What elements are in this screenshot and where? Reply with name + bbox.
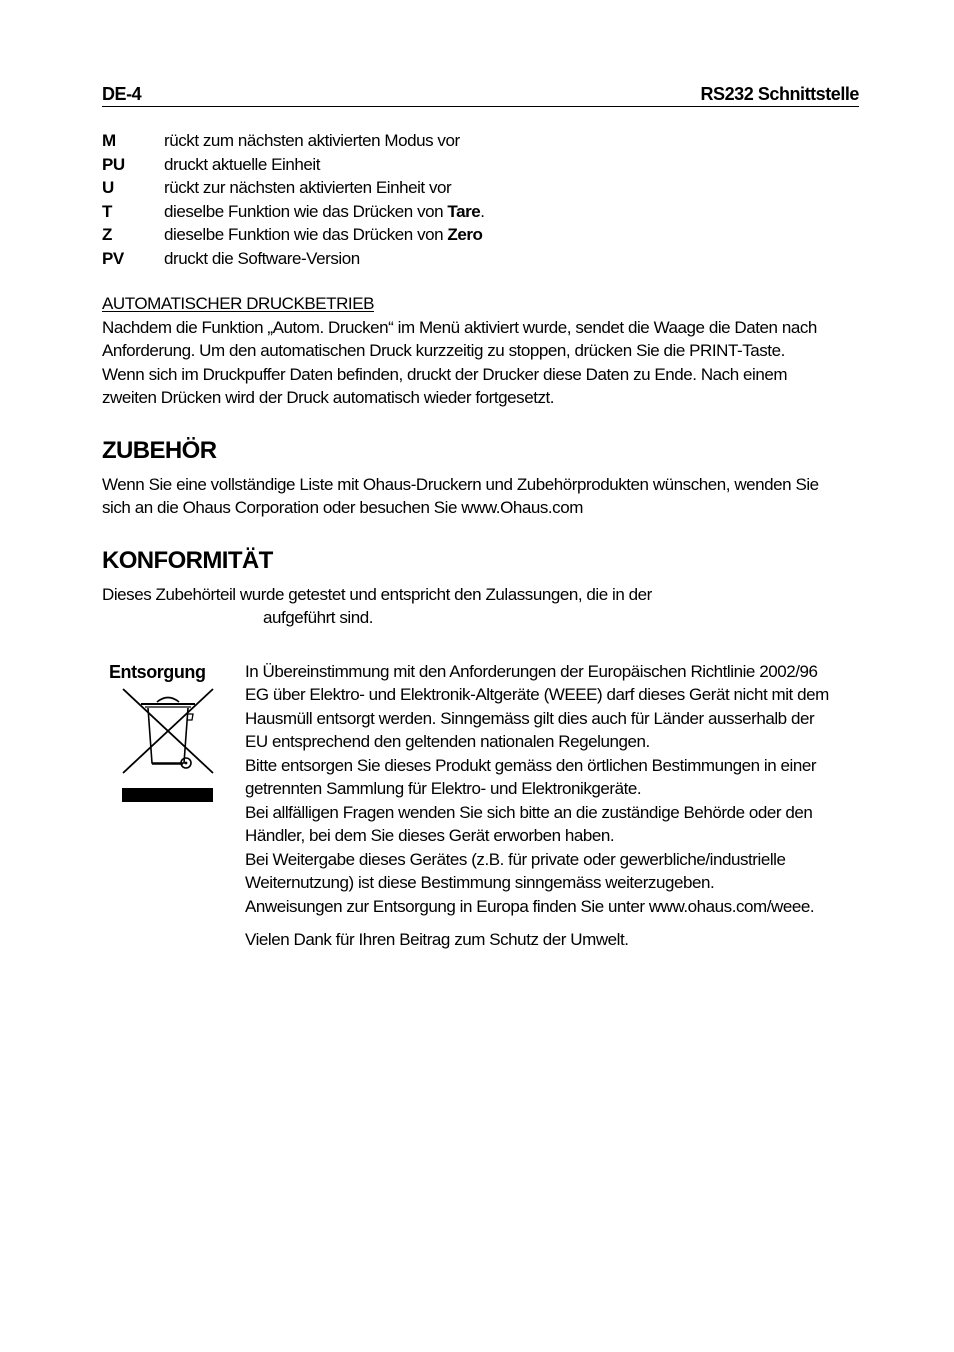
command-key: Z [102,225,112,244]
command-key: T [102,201,112,221]
command-list [102,129,859,270]
command-key: M [102,131,116,150]
page-number: DE-4 [102,84,142,104]
command-key: PU [102,154,125,174]
paragraph-line: Wenn Sie eine vollständige Liste mit Ohaus-Druckern und Zubehörprodukten wünschen, wenden Sie [102,474,819,494]
zero-key-name: Zero [447,225,483,244]
command-row [102,153,859,177]
command-row [102,223,859,247]
command-key: PV [102,248,124,268]
disposal-text [245,660,859,952]
paragraph-line: Dieses Zubehörteil wurde getestet und entspricht den Zulassungen, die in der [102,584,652,604]
paragraph-line: Weiternutzung) ist diese Bestimmung sinngemäss weiterzugeben. [245,873,715,892]
paragraph-line: In Übereinstimmung mit den Anforderungen der Europäischen Richtlinie 2002/96 [245,661,818,681]
command-description: druckt aktuelle Einheit [164,154,320,174]
accessories-heading: ZUBEHÖR [102,436,217,464]
paragraph-line: sich an die Ohaus Corporation oder besuchen Sie www.Ohaus.com [102,498,583,517]
auto-print-heading: AUTOMATISCHER DRUCKBETRIEB [102,294,374,313]
paragraph-line: Bitte entsorgen Sie dieses Produkt gemäss den örtlichen Bestimmungen in einer [245,755,817,775]
paragraph-line: Bei Weitergabe dieses Gerätes (z.B. für private oder gewerbliche/industrielle [245,849,786,869]
disposal-section [102,660,859,952]
tare-key-name: Tare [447,201,481,221]
disposal-label: Entsorgung [109,661,206,682]
section-title: RS232 Schnittstelle [700,84,859,104]
command-row [102,176,859,200]
command-row [102,200,859,224]
conformity-paragraph [102,583,859,630]
paragraph-line: EU entsprechend den geltenden nationalen Regelungen. [245,732,650,751]
paragraph-line: EG über Elektro- und Elektronik-Altgeräte (WEEE) darf dieses Gerät nicht mit dem [245,685,829,704]
paragraph-line: zweiten Drücken wird der Druck automatisch wieder fortgesetzt. [102,388,555,407]
auto-print-paragraph [102,316,859,410]
disposal-sidebar [102,660,245,952]
paragraph-line: Wenn sich im Druckpuffer Daten befinden, druckt der Drucker diese Daten zu Ende. Nach einem [102,364,788,384]
paragraph-line: Nachdem die Funktion „Autom. Drucken“ im Menü aktiviert wurde, sendet die Waage die Daten nach [102,317,817,337]
paragraph-line: Anforderung. Um den automatischen Druck kurzzeitig zu stoppen, drücken Sie die PRINT-Taste. [102,341,785,360]
paragraph-line: Händler, bei dem Sie dieses Gerät erworben haben. [245,826,615,845]
weee-crossed-bin-icon [121,687,215,807]
accessories-paragraph [102,473,859,520]
document-page [102,82,859,952]
paragraph-line: getrennten Sammlung für Elektro- und Elektronikgeräte. [245,779,642,798]
thanks-line: Vielen Dank für Ihren Beitrag zum Schutz der Umwelt. [245,930,629,949]
paragraph-line: aufgeführt sind. [263,608,373,627]
command-description: rückt zum nächsten aktivierten Modus vor [164,131,460,150]
command-key: U [102,178,114,197]
command-description: dieselbe Funktion wie das Drücken von Tare. [164,201,485,221]
command-row [102,247,859,271]
command-description: rückt zur nächsten aktivierten Einheit vor [164,178,452,197]
paragraph-line: Bei allfälligen Fragen wenden Sie sich bitte an die zuständige Behörde oder den [245,802,813,822]
command-description: druckt die Software-Version [164,248,360,268]
paragraph-line: Hausmüll entsorgt werden. Sinngemäss gilt dies auch für Länder ausserhalb der [245,708,815,728]
command-row [102,129,859,153]
paragraph-line: Anweisungen zur Entsorgung in Europa finden Sie unter www.ohaus.com/weee. [245,896,815,916]
command-description: dieselbe Funktion wie das Drücken von Zero [164,225,483,244]
page-header [102,82,859,107]
conformity-heading: KONFORMITÄT [102,546,273,574]
